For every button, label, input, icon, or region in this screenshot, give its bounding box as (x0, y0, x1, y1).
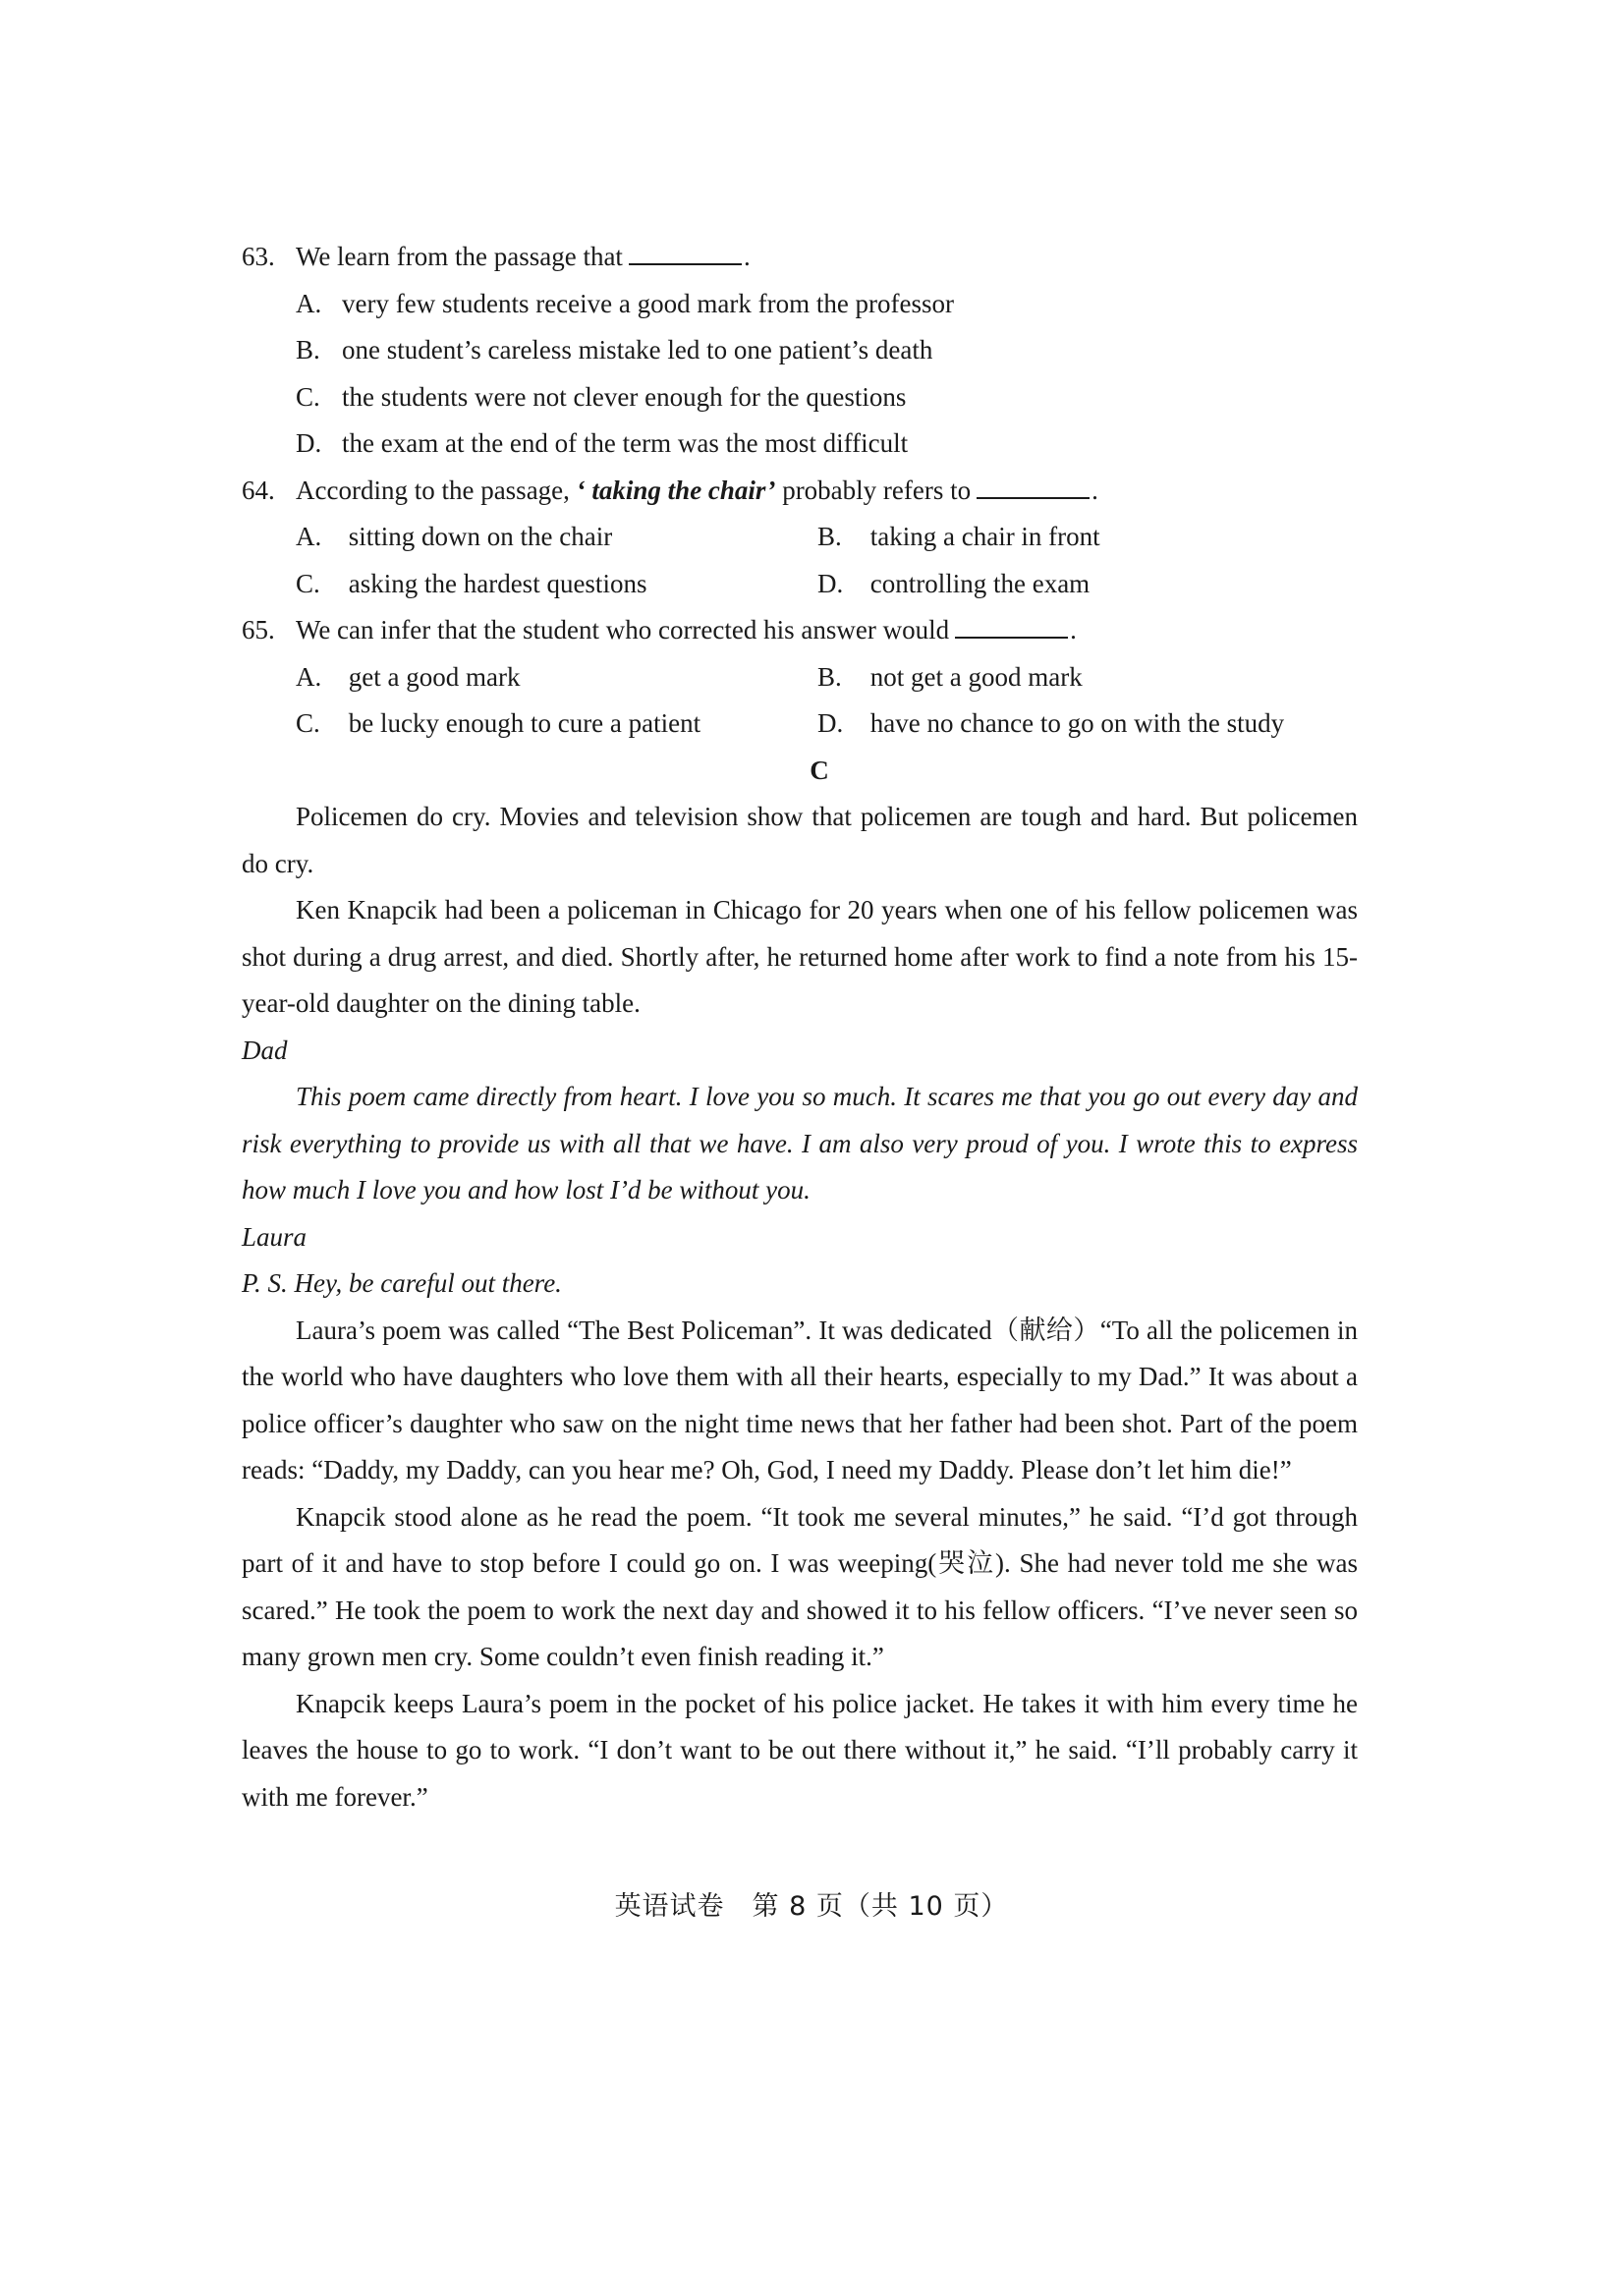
page-footer: 英语试卷 第 8 页（共 10 页） (614, 1891, 1009, 1922)
question-65-option-b (817, 654, 1083, 701)
answer-blank (629, 242, 742, 265)
question-63-option-a (242, 281, 1358, 328)
passage-paragraph-4: Knapcik stood alone as he read the poem. “It took me several minutes,” he said. “I’d got through part of it and have to stop before I could go on. I was weeping(哭泣). She had never told me she was scared.” He took the poem to work the next day and showed it to his fellow officers. “I’ve never seen so many grown men cry. Some couldn’t even finish reading it.” (242, 1501, 1358, 1671)
note-postscript: P. S. Hey, be careful out there. (242, 1268, 562, 1298)
question-text: We can infer that the student who corrected his answer would (296, 615, 950, 644)
option-text: the exam at the end of the term was the most difficult (342, 428, 909, 458)
question-65-option-d (817, 700, 1284, 748)
option-letter: B. (296, 335, 320, 364)
passage-paragraph-5: Knapcik keeps Laura’s poem in the pocket of his police jacket. He takes it with him every time he leaves the house to go to work. “I don’t want to be out there without it,” he said. “I’ll probably carry it with me forever.” (242, 1688, 1358, 1812)
answer-blank (955, 615, 1068, 639)
option-text: controlling the exam (869, 568, 1091, 598)
question-65-options-row-2 (242, 700, 1358, 748)
option-text: taking a chair in front (869, 522, 1100, 551)
section-heading: C (810, 755, 829, 785)
question-text-end: probably refers to (775, 475, 972, 505)
question-63-option-b (242, 327, 1358, 374)
question-65-options-row-1 (242, 654, 1358, 701)
option-letter: C. (296, 381, 320, 412)
question-64-option-a (296, 514, 817, 561)
option-text: the students were not clever enough for the questions (342, 381, 907, 412)
option-letter: B. (817, 522, 842, 551)
question-64-options-row-2 (242, 561, 1358, 608)
option-letter: A. (296, 288, 322, 318)
option-letter: C. (296, 708, 320, 738)
question-65-option-c (296, 700, 817, 748)
answer-blank (977, 476, 1090, 499)
option-letter: A. (296, 661, 322, 692)
option-text: not get a good mark (869, 661, 1083, 692)
passage-paragraph-2: Ken Knapcik had been a policeman in Chicago for 20 years when one of his fellow policemen was shot during a drug arrest, and died. Shortly after, he returned home after work to find a note from his 15-year-old daughter on the dining table. (242, 895, 1358, 1018)
question-63-option-d (242, 420, 1358, 468)
option-text: very few students receive a good mark from the professor (342, 288, 955, 318)
question-63-stem: 63. We learn from the passage that . (242, 234, 1358, 281)
passage-paragraph-1: Policemen do cry. Movies and television show that policemen are tough and hard. But policemen do cry. (242, 802, 1358, 878)
option-text: asking the hardest questions (348, 568, 647, 598)
option-letter: D. (817, 568, 844, 598)
question-text: We learn from the passage that (296, 242, 623, 271)
question-64-stem: 64. According to the passage, ‘ taking the chair’ probably refers to . (242, 468, 1358, 515)
question-emphasis: ‘ taking the chair’ (576, 475, 776, 505)
option-letter: D. (817, 708, 844, 738)
note-body: This poem came directly from heart. I love you so much. It scares me that you go out every day and risk everything to provide us with all that we have. I am also very proud of you. I wrote this to express how much I love you and how lost I’d be without you. (242, 1082, 1358, 1204)
question-64-option-d (817, 561, 1090, 608)
question-64-option-b (817, 514, 1100, 561)
page-content (242, 234, 1358, 1820)
question-64-options-row-1 (242, 514, 1358, 561)
option-text: get a good mark (348, 661, 521, 692)
question-65-stem: 65. We can infer that the student who corrected his answer would . (242, 607, 1358, 654)
question-number: 64. (242, 475, 275, 505)
note-signature: Laura (242, 1221, 308, 1252)
question-text: According to the passage, (296, 475, 577, 505)
option-text: sitting down on the chair (348, 522, 613, 551)
passage-paragraph-3: Laura’s poem was called “The Best Policeman”. It was dedicated（献给）“To all the policemen in the world who have daughters who love them with all their hearts, especially to my Dad.” It was about a police officer’s daughter who saw on the night time news that her father had been shot. Part of the poem reads: “Daddy, my Daddy, can you hear me? Oh, God, I need my Daddy. Please don’t let him die!” (242, 1315, 1358, 1484)
option-text: have no chance to go on with the study (869, 708, 1285, 738)
question-63-option-c (242, 374, 1358, 421)
question-64-option-c (296, 561, 817, 608)
option-text: be lucky enough to cure a patient (348, 708, 701, 738)
option-letter: B. (817, 661, 842, 692)
question-number: 63. (242, 242, 275, 271)
option-text: one student’s careless mistake led to one patient’s death (342, 335, 933, 364)
option-letter: A. (296, 522, 322, 551)
option-letter: D. (296, 428, 322, 458)
note-salutation: Dad (242, 1035, 288, 1065)
option-letter: C. (296, 568, 320, 598)
question-65-option-a (296, 654, 817, 701)
question-number: 65. (242, 615, 275, 644)
